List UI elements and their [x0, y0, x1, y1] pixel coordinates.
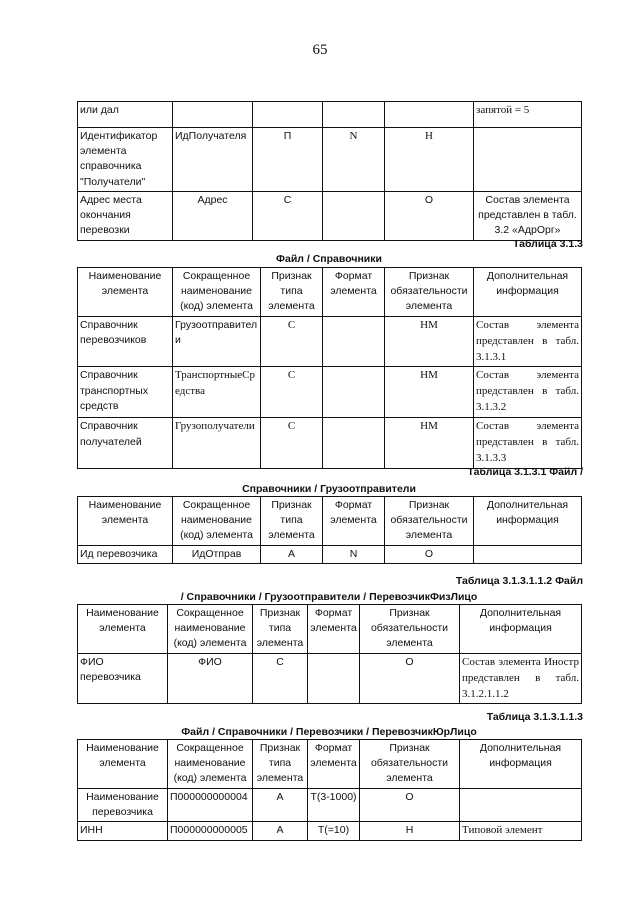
cell: Н [360, 822, 460, 841]
cell: ФИО перевозчика [78, 653, 168, 704]
column-header: Наименование элемента [78, 605, 168, 654]
table-3-1-3-1 [77, 496, 581, 564]
cell [308, 653, 360, 704]
table-number: Таблица 3.1.3.1.1.2 Файл [455, 575, 583, 587]
cell: Ид перевозчика [78, 545, 173, 563]
cell: или дал [78, 102, 173, 128]
table-3-1-3 [77, 267, 581, 469]
column-header: Признак обязательности элемента [385, 497, 474, 546]
cell: Типовой элемент [460, 822, 582, 841]
cell: Т(3-1000) [308, 788, 360, 821]
cell: Т(=10) [308, 822, 360, 841]
table-title: Справочники / Грузоотправители [242, 483, 416, 495]
cell: НМ [385, 418, 474, 469]
cell: Наименование перевозчика [78, 788, 168, 821]
cell: С [253, 653, 308, 704]
table-title: Файл / Справочники / Перевозчики / ПеревозчикЮрЛицо [181, 726, 477, 738]
cell: П000000000005 [168, 822, 253, 841]
table-row [78, 545, 582, 563]
cell: ИдОтправ [173, 545, 261, 563]
cell [323, 102, 385, 128]
column-header: Сокращенное наименование (код) элемента [173, 268, 261, 317]
column-header: Признак типа элемента [261, 497, 323, 546]
cell: Состав элемента представлен в табл. 3.1.3.2 [474, 367, 582, 418]
cell [323, 316, 385, 367]
cell: О [360, 788, 460, 821]
table-row [78, 418, 582, 469]
cell: Грузоотправител и [173, 316, 261, 367]
column-header: Дополнительная информация [460, 605, 582, 654]
table-row [78, 128, 582, 192]
page-number: 65 [312, 42, 328, 58]
table-row [78, 653, 582, 704]
column-header: Сокращенное наименование (код) элемента [173, 497, 261, 546]
cell: Состав элемента представлен в табл. 3.1.3.1 [474, 316, 582, 367]
column-header: Формат элемента [323, 497, 385, 546]
table-row [78, 102, 582, 128]
table-header-row [78, 497, 582, 546]
table-header-row [78, 605, 582, 654]
table-number: Таблица 3.1.3 [512, 238, 583, 250]
cell: Справочник получателей [78, 418, 173, 469]
column-header: Признак обязательности элемента [385, 268, 474, 317]
cell: С [261, 418, 323, 469]
cell: С [261, 367, 323, 418]
column-header: Формат элемента [308, 740, 360, 789]
table-row [78, 316, 582, 367]
column-header: Формат элемента [308, 605, 360, 654]
table-title: Файл / Справочники [276, 253, 382, 265]
cell: Идентификатор элемента справочника "Получатели" [78, 128, 173, 192]
cell: ИНН [78, 822, 168, 841]
cell [474, 128, 582, 192]
column-header: Наименование элемента [78, 497, 173, 546]
cell [323, 367, 385, 418]
column-header: Дополнительная информация [460, 740, 582, 789]
cell [385, 102, 474, 128]
column-header: Сокращенное наименование (код) элемента [168, 740, 253, 789]
cell: А [253, 822, 308, 841]
table-row [78, 367, 582, 418]
cell: Справочник перевозчиков [78, 316, 173, 367]
cell: N [323, 128, 385, 192]
table-3-1-3-1-1-2 [77, 604, 581, 704]
cell: П [253, 128, 323, 192]
cell: А [261, 545, 323, 563]
cell: О [360, 653, 460, 704]
cell: А [253, 788, 308, 821]
column-header: Признак типа элемента [253, 605, 308, 654]
table-number: Таблица 3.1.3.1 Файл / [467, 466, 583, 478]
cell: Состав элемента Иностр представлен в табл. 3.1.2.1.1.2 [460, 653, 582, 704]
cell [474, 545, 582, 563]
cell: запятой = 5 [474, 102, 582, 128]
cell: Н [385, 128, 474, 192]
cell: П000000000004 [168, 788, 253, 821]
cell: НМ [385, 316, 474, 367]
table-row [78, 192, 582, 241]
column-header: Наименование элемента [78, 740, 168, 789]
continuation-table [77, 101, 581, 241]
cell: ИдПолучателя [173, 128, 253, 192]
table-header-row [78, 740, 582, 789]
cell [323, 418, 385, 469]
cell: С [253, 192, 323, 241]
cell: Грузополучатели [173, 418, 261, 469]
cell [173, 102, 253, 128]
column-header: Дополнительная информация [474, 268, 582, 317]
column-header: Признак обязательности элемента [360, 740, 460, 789]
table-number: Таблица 3.1.3.1.1.3 [486, 711, 583, 723]
cell: Состав элемента представлен в табл. 3.2 «АдрОрг» [474, 192, 582, 241]
cell: N [323, 545, 385, 563]
cell: Состав элемента представлен в табл. 3.1.3.3 [474, 418, 582, 469]
column-header: Формат элемента [323, 268, 385, 317]
cell: С [261, 316, 323, 367]
table-3-1-3-1-1-3 [77, 739, 581, 841]
cell [253, 102, 323, 128]
table-title: / Справочники / Грузоотправители / ПеревозчикФизЛицо [180, 591, 478, 603]
column-header: Признак обязательности элемента [360, 605, 460, 654]
cell: О [385, 545, 474, 563]
cell: О [385, 192, 474, 241]
cell [323, 192, 385, 241]
column-header: Наименование элемента [78, 268, 173, 317]
cell [460, 788, 582, 821]
table-header-row [78, 268, 582, 317]
table-row [78, 822, 582, 841]
cell: Адрес [173, 192, 253, 241]
column-header: Признак типа элемента [261, 268, 323, 317]
cell: НМ [385, 367, 474, 418]
table-row [78, 788, 582, 821]
cell: Адрес места окончания перевозки [78, 192, 173, 241]
column-header: Дополнительная информация [474, 497, 582, 546]
column-header: Сокращенное наименование (код) элемента [168, 605, 253, 654]
cell: ФИО [168, 653, 253, 704]
cell: Справочник транспортных средств [78, 367, 173, 418]
cell: ТранспортныеСр едства [173, 367, 261, 418]
column-header: Признак типа элемента [253, 740, 308, 789]
